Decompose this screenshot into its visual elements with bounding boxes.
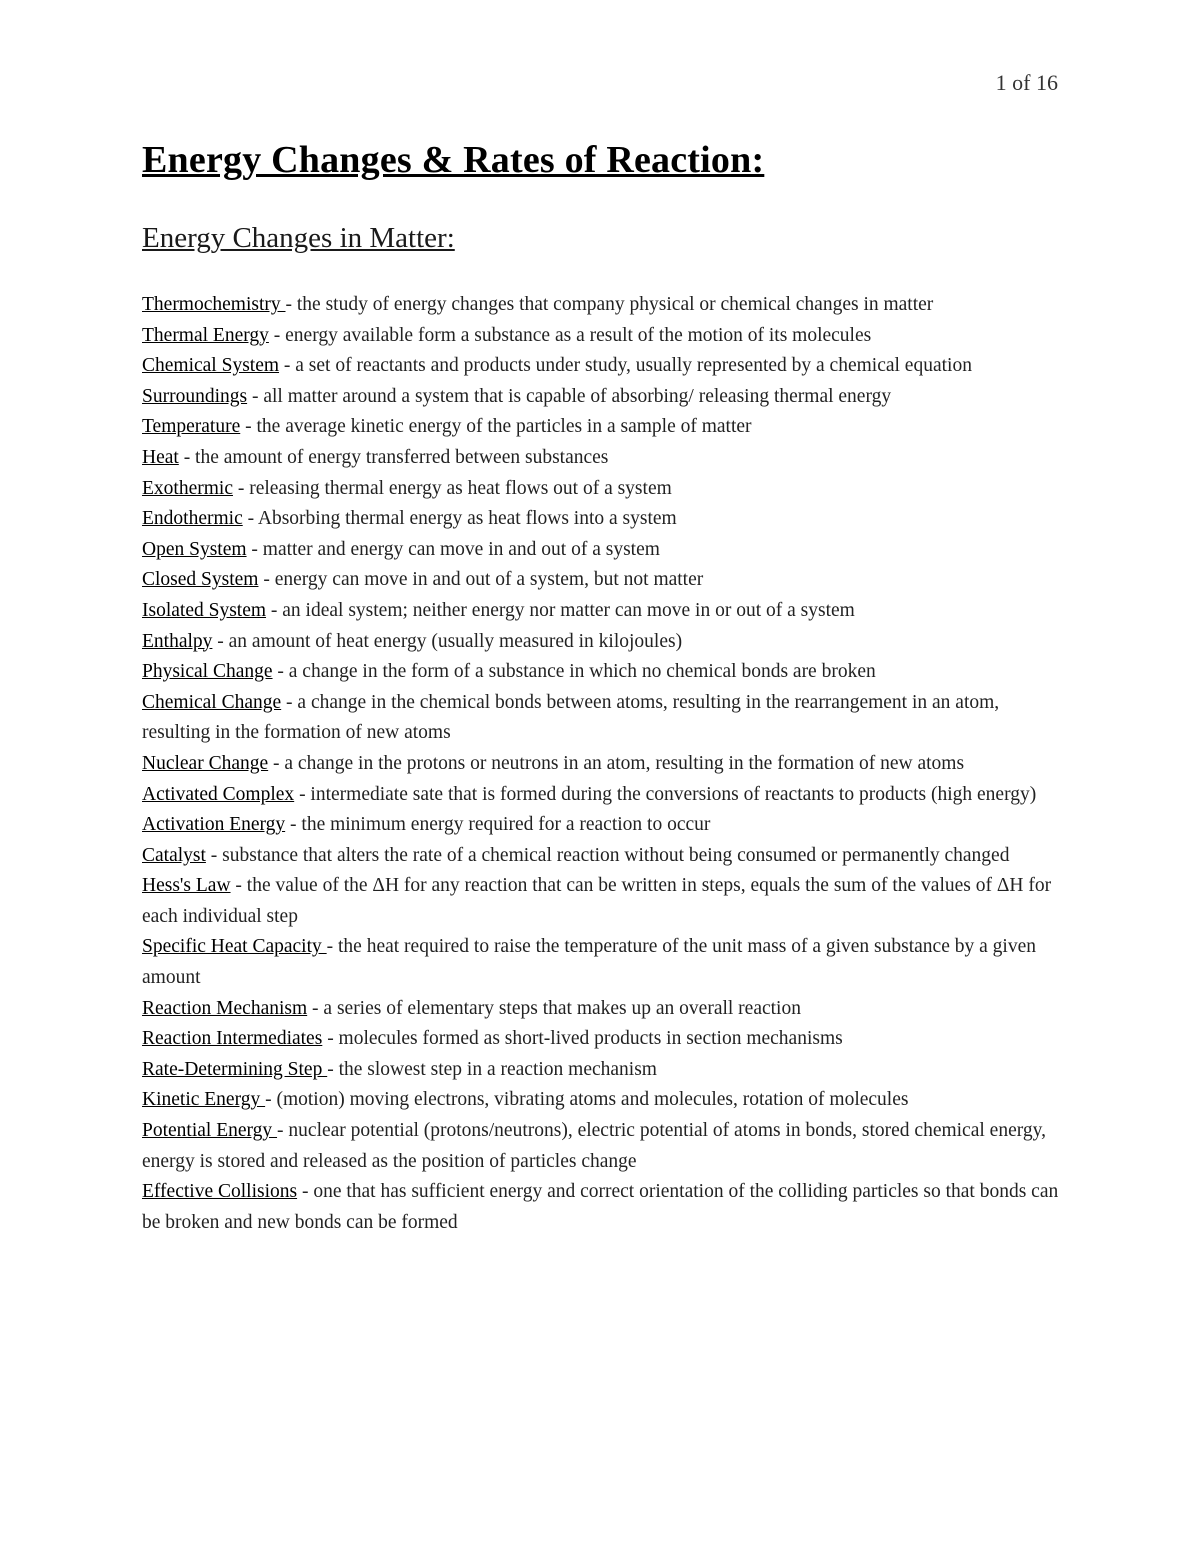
definition-text: - releasing thermal energy as heat flows out of a system [232,477,672,499]
definition-item [142,1055,1062,1086]
definition-item [142,351,1062,382]
definition-term: Kinetic Energy [142,1089,266,1111]
definition-text: - molecules formed as short-lived products in section mechanisms [322,1028,843,1050]
definition-term: Physical Change [142,661,273,683]
definition-item [142,1177,1062,1238]
definition-term: Thermochemistry [142,294,286,315]
definition-item [142,688,1062,749]
definition-item [142,994,1062,1025]
definition-term: Chemical Change [142,691,282,713]
definition-item [142,504,1062,535]
definition-text: - all matter around a system that is capable of absorbing/ releasing thermal energy [247,385,892,407]
page-number: 1 of 16 [995,70,1058,95]
definition-text: - intermediate sate that is formed during the conversions of reactants to products (high energy) [294,783,1037,805]
definition-text: - a set of reactants and products under study, usually represented by a chemical equation [279,355,972,377]
definition-term: Reaction Mechanism [142,997,308,1019]
definition-text: - an amount of heat energy (usually measured in kilojoules) [212,630,683,652]
definition-term: Chemical System [142,355,280,377]
definition-item [142,810,1062,841]
document-title: Energy Changes & Rates of Reaction: [142,139,765,181]
definition-item [142,321,1062,352]
definition-item [142,749,1062,780]
definition-item [142,412,1062,443]
definition-item [142,932,1062,993]
definition-term: Activation Energy [142,814,286,836]
definition-item [142,841,1062,872]
definition-term: Isolated System [142,599,267,621]
definition-item [142,443,1062,474]
definition-item [142,1024,1062,1055]
definition-item [142,1085,1062,1116]
definition-term: Exothermic [142,477,233,499]
definition-term: Thermal Energy [142,324,269,346]
definition-term: Potential Energy [142,1120,278,1142]
definition-term: Specific Heat Capacity [142,936,327,958]
definition-text: - a change in the chemical bonds between atoms, resulting in the rearrangement in an atom, resulting in the formation of new atoms [142,691,1000,744]
definition-item [142,657,1062,688]
definition-term: Temperature [142,416,241,438]
definition-text: - energy can move in and out of a system, but not matter [258,569,704,591]
definition-text: - the amount of energy transferred between substances [178,446,609,468]
definition-text: - the study of energy changes that company physical or chemical changes in matter [285,294,934,315]
definition-text: - the value of the ΔH for any reaction that can be written in steps, equals the sum of the values of ΔH for each individual step [142,875,1052,927]
definition-text: - a series of elementary steps that makes up an overall reaction [307,997,801,1019]
definition-term: Reaction Intermediates [142,1028,323,1050]
definition-term: Surroundings [142,385,248,407]
definition-text: - nuclear potential (protons/neutrons), electric potential of atoms in bonds, stored chemical energy, energy is stored and released as the position of particles change [142,1120,1046,1172]
definition-text: - the minimum energy required for a reaction to occur [285,814,711,836]
definition-text: - a change in the protons or neutrons in an atom, resulting in the formation of new atoms [268,752,965,774]
definition-text: - the slowest step in a reaction mechanism [327,1058,657,1080]
definition-item [142,596,1062,627]
definition-term: Rate-Determining Step [142,1058,328,1080]
definition-text: - the heat required to raise the temperature of the unit mass of a given substance by a given amount [142,936,1036,989]
definition-item [142,382,1062,413]
definition-item [142,474,1062,505]
definition-term: Hess's Law [142,875,231,897]
definition-text: - one that has sufficient energy and correct orientation of the colliding particles so that bonds can be broken and new bonds can be formed [142,1181,1059,1233]
section-heading: Energy Changes in Matter: [142,222,455,254]
definition-term: Enthalpy [142,630,213,652]
definition-text: - matter and energy can move in and out of a system [246,538,660,560]
definition-term: Nuclear Change [142,752,269,774]
definition-term: Catalyst [142,844,206,866]
definition-term: Activated Complex [142,783,295,805]
definition-text: - energy available form a substance as a result of the motion of its molecules [268,324,872,346]
definition-text: - a change in the form of a substance in which no chemical bonds are broken [272,661,876,683]
definition-item [142,535,1062,566]
definition-item [142,780,1062,811]
definition-term: Open System [142,538,247,560]
definition-item [142,871,1062,932]
definition-item [142,1116,1062,1177]
definitions-list [142,290,1062,1238]
definition-term: Closed System [142,569,259,591]
definition-text: - an ideal system; neither energy nor matter can move in or out of a system [266,599,855,621]
definition-text: - the average kinetic energy of the particles in a sample of matter [240,416,752,438]
definition-text: - Absorbing thermal energy as heat flows into a system [242,508,677,530]
definition-term: Effective Collisions [142,1181,298,1203]
definition-item [142,290,1062,321]
definition-text: - (motion) moving electrons, vibrating atoms and molecules, rotation of molecules [265,1089,909,1111]
definition-text: - substance that alters the rate of a chemical reaction without being consumed or permanently changed [205,844,1010,866]
definition-term: Endothermic [142,508,243,530]
definition-item [142,565,1062,596]
definition-term: Heat [142,446,179,468]
definition-item [142,627,1062,658]
